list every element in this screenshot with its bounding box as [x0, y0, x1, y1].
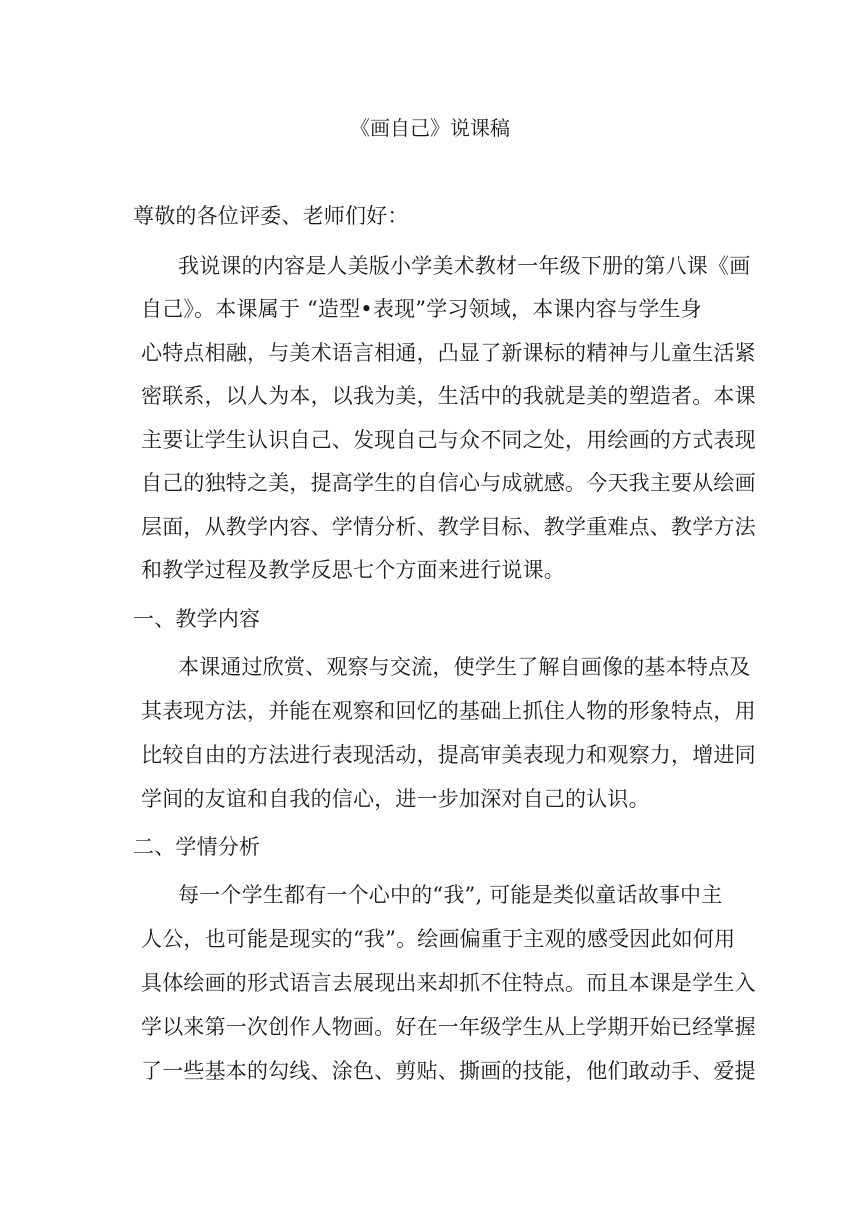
intro-line-7: 层面，从教学内容、学情分析、教学目标、教学重难点、教学方法 — [141, 515, 756, 539]
intro-line-1: 我说课的内容是人美版小学美术教材一年级下册的第八课《画 — [178, 254, 751, 278]
intro-line-3: 心特点相融，与美术语言相通，凸显了新课标的精神与儿童生活紧 — [141, 341, 756, 365]
section1-line-1: 本课通过欣赏、观察与交流，使学生了解自画像的基本特点及 — [178, 655, 751, 679]
section1-line-2: 其表现方法，并能在观察和回忆的基础上抓住人物的形象特点，用 — [141, 699, 756, 723]
section2-line-3: 具体绘画的形式语言去展现出来却抓不住特点。而且本课是学生入 — [141, 971, 756, 995]
intro-line-5: 主要让学生认识自己、发现自己与众不同之处，用绘画的方式表现 — [141, 428, 756, 452]
intro-line-8: 和教学过程及教学反思七个方面来进行说课。 — [141, 558, 565, 582]
intro-line-2: 自己》。本课属于 “造型•表现”学习领域，本课内容与学生身 — [141, 297, 702, 321]
section2-line-5: 了一些基本的勾线、涂色、剪贴、撕画的技能，他们敢动手、爱提 — [141, 1059, 756, 1083]
section2-line-1: 每一个学生都有一个心中的“我”, 可能是类似童话故事中主 — [178, 883, 723, 907]
section2-line-4: 学以来第一次创作人物画。好在一年级学生从上学期开始已经掌握 — [141, 1015, 756, 1039]
document-title: 《画自己》说课稿 — [350, 116, 510, 140]
intro-line-6: 自己的独特之美，提高学生的自信心与成就感。今天我主要从绘画 — [141, 471, 756, 495]
section1-line-3: 比较自由的方法进行表现活动，提高审美表现力和观察力，增进同 — [141, 743, 756, 767]
section2-line-2: 人公，也可能是现实的“我”。绘画偏重于主观的感受因此如何用 — [141, 927, 736, 951]
section-heading-student-analysis: 二、学情分析 — [133, 835, 261, 859]
section1-line-4: 学间的友谊和自我的信心，进一步加深对自己的认识。 — [141, 787, 650, 811]
section-heading-teaching-content: 一、教学内容 — [133, 607, 261, 631]
intro-line-4: 密联系，以人为本，以我为美，生活中的我就是美的塑造者。本课 — [141, 384, 756, 408]
greeting: 尊敬的各位评委、老师们好： — [133, 204, 409, 228]
